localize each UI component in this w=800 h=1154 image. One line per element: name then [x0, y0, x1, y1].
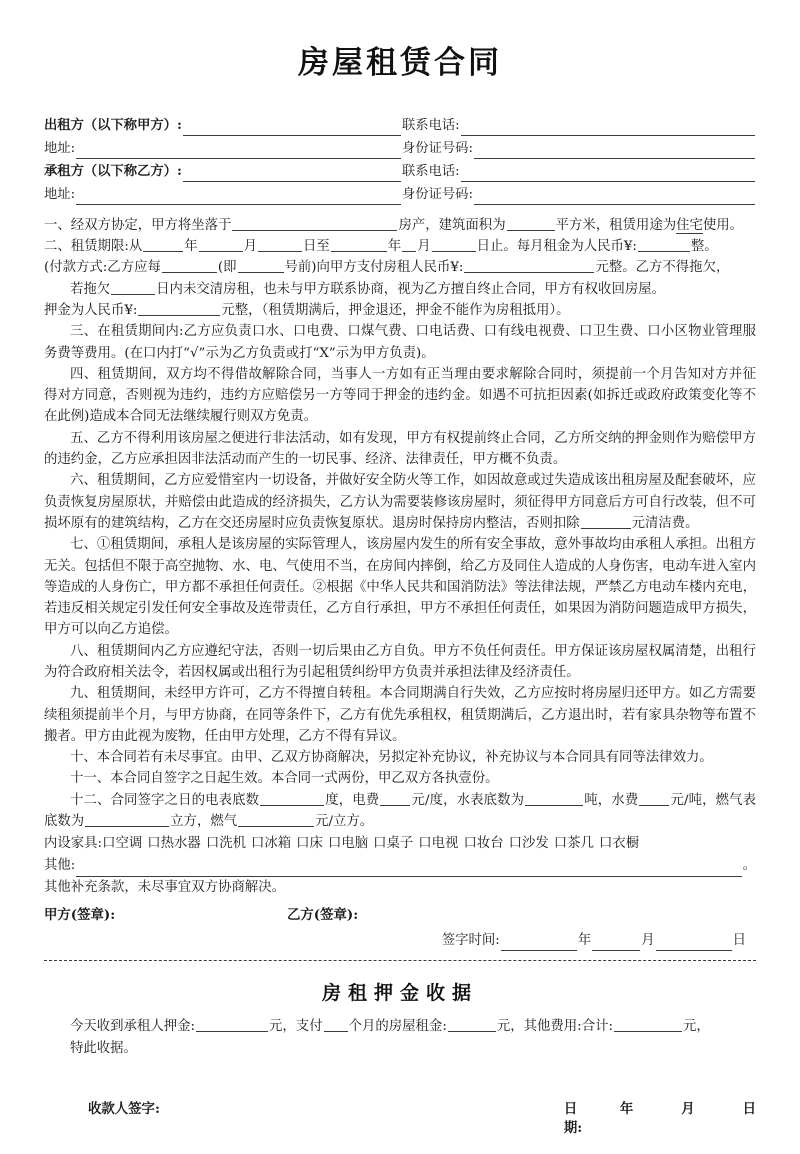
payment-text-b: (即: [217, 260, 237, 276]
lease-start-month-input[interactable]: [199, 238, 243, 252]
signature-month-input[interactable]: [592, 936, 640, 951]
furniture-item-bed[interactable]: 口床: [296, 836, 323, 852]
lessee-name-input[interactable]: [183, 168, 401, 182]
furniture-other-input[interactable]: [76, 863, 741, 877]
page-title: 房屋租赁合同: [298, 45, 502, 81]
lessee-address-row: [44, 184, 756, 205]
lessee-phone-label: 联系电话:: [402, 163, 460, 179]
clause-1-text-c: 平方米，租赁用途为: [555, 217, 677, 233]
clause-12-text-b: 度，电费: [325, 792, 380, 808]
clause-1-area-input[interactable]: [507, 217, 555, 231]
clause-1-property-input[interactable]: [232, 217, 397, 231]
clause-1-text-a: 一、经双方协定，甲方将坐落于: [44, 217, 232, 233]
clause-2-text-end: 整。: [690, 239, 718, 255]
signature-day-label: 日: [732, 933, 746, 949]
furniture-other-period: 。: [742, 858, 756, 874]
electric-price-input[interactable]: [380, 792, 410, 806]
late-days-input[interactable]: [111, 281, 155, 295]
receipt-year-label: 年: [619, 1101, 634, 1118]
clause-10: 十、本合同若有未尽事宜。由甲、乙双方协商解决，另拟定补充协议，补充协议与本合同具有同等法律效力。: [70, 750, 713, 766]
cleaning-fee-input[interactable]: [581, 515, 631, 529]
receipt-day-label: 日: [742, 1101, 756, 1118]
receipt-line-2: 特此收据。: [70, 1041, 137, 1057]
clause-8: 八、租赁期间内乙方应遵纪守法，否则一切后果由乙方自负。甲方不负任何责任。甲方保证该房屋权属清楚，出租行为符合政府相关法令，若因权属或出租行为引起租赁纠纷甲方负责并承担法律及经济责任。: [44, 643, 756, 680]
lease-end-year-input[interactable]: [331, 238, 387, 252]
clause-12: [44, 790, 756, 833]
lessor-label: 出租方（以下称甲方）:: [44, 117, 182, 133]
lessor-phone-label: 联系电话:: [402, 117, 460, 133]
gas-price-input[interactable]: [238, 813, 314, 827]
receipt-months-input[interactable]: [324, 1018, 348, 1032]
payment-text-d: 元整。乙方不得拖欠，: [595, 260, 730, 276]
clause-12-text-f: 立方，燃气: [170, 814, 238, 830]
lessee-id-label: 身份证号码:: [402, 186, 473, 202]
lessor-id-input[interactable]: [474, 145, 755, 159]
lessee-address-input[interactable]: [76, 191, 401, 205]
lease-end-month-label: 月: [417, 239, 431, 255]
lessee-field: [44, 161, 402, 182]
lessee-phone-field: [402, 161, 756, 182]
contract-page: [0, 44, 800, 1154]
clause-2-payment: [44, 257, 756, 278]
signature-time-label: 签字时间:: [441, 933, 500, 949]
supplement-note: 其他补充条款，未尽事宜双方协商解决。: [44, 880, 286, 896]
clause-12-text-c: 元/度，水表底数为: [411, 792, 525, 808]
clause-1: [44, 215, 756, 236]
signature-date-row: [44, 931, 756, 951]
receipt-payee-label: 收款人签字:: [88, 1101, 160, 1118]
receipt-text-e: 元，: [683, 1019, 710, 1035]
signature-row: [44, 905, 756, 925]
receipt-date-label: 日期:: [563, 1101, 583, 1137]
furniture-checklist: [44, 833, 756, 855]
clause-12-text-a: 十二、合同签字之日的电表底数: [70, 792, 260, 808]
payment-text-c: 号前)向甲方支付房租人民币¥:: [284, 260, 464, 276]
clause-12-text-d: 吨，水费: [584, 792, 639, 808]
lessor-row: [44, 115, 756, 136]
furniture-item-wardrobe[interactable]: 口衣橱: [598, 836, 640, 852]
receipt-text-c: 个月的房屋租金:: [348, 1019, 447, 1035]
lessor-id-label: 身份证号码:: [402, 140, 473, 156]
late-text-b: 日内未交清房租，也未与甲方联系协商，视为乙方擅自终止合同，甲方有权收回房屋。: [156, 281, 666, 297]
clause-6-text-b: 元清洁费。: [631, 515, 699, 531]
lessor-address-label: 地址:: [44, 140, 76, 156]
lessor-id-field: [402, 138, 756, 159]
receipt-total-input[interactable]: [614, 1018, 682, 1032]
lessee-address-label: 地址:: [44, 186, 76, 202]
clause-1-text-e: 使用。: [702, 217, 744, 233]
lease-end-year-label: 年: [387, 239, 402, 255]
receipt-title: 房租押金收据: [321, 982, 478, 1005]
clause-6: [44, 470, 756, 534]
receipt-text-b: 元，支付: [269, 1019, 323, 1035]
late-text-a: 若拖欠: [70, 281, 111, 297]
lessee-phone-input[interactable]: [461, 168, 755, 182]
receipt-rent-input[interactable]: [448, 1018, 496, 1032]
clause-2-text-a: 二、租赁期限:从: [44, 239, 143, 255]
deposit-line: [44, 300, 756, 321]
clause-1-usage-value: 住宅: [676, 217, 703, 233]
payment-text-a: (付款方式:乙方应每: [44, 260, 161, 276]
lessor-name-input[interactable]: [183, 122, 401, 136]
lease-start-day-input[interactable]: [258, 238, 302, 252]
electric-meter-input[interactable]: [260, 792, 324, 806]
party-information: [44, 115, 756, 205]
tear-off-divider: [44, 960, 756, 961]
furniture-label: 内设家具:: [44, 836, 103, 852]
lessor-address-field: [44, 138, 402, 159]
furniture-item-computer[interactable]: 口电脑: [327, 836, 369, 852]
receipt-text-a: 今天收到承租人押金:: [70, 1019, 196, 1035]
lease-start-year-label: 年: [184, 239, 198, 255]
lease-start-month-label: 月: [243, 239, 258, 255]
lease-end-day-label: 日止。每月租金为人民币¥:: [476, 239, 637, 255]
payment-cycle-input[interactable]: [162, 259, 217, 273]
clause-11: 十一、本合同自签字之日起生效。本合同一式两份，甲乙双方各执壹份。: [70, 771, 499, 787]
receipt-deposit-input[interactable]: [196, 1018, 268, 1032]
furniture-item-tea-table[interactable]: 口茶几: [553, 836, 594, 852]
furniture-item-washing-machine[interactable]: 口洗机: [205, 836, 246, 852]
payment-day-input[interactable]: [238, 259, 284, 273]
furniture-item-desk[interactable]: 口桌子: [373, 836, 414, 852]
lease-start-year-input[interactable]: [143, 238, 183, 252]
clause-6-text-a: 六、租赁期间，乙方应爱惜室内一切设备，并做好安全防火等工作，如因故意或过失造成该出租房屋及配套破坏，应负责恢复房屋原状，并赔偿由此造成的经济损失，乙方认为需要装修该房屋时，须征得甲方同意后方可自行改装，但不可损坏原有的建筑结构，乙方在交还房屋时应负责恢复原状。退房时保持房内整洁，否则扣除: [44, 473, 756, 531]
furniture-item-sofa[interactable]: 口沙发: [508, 836, 549, 852]
signature-year-input[interactable]: [501, 936, 577, 951]
payment-amount-input[interactable]: [464, 259, 594, 273]
furniture-other-label: 其他:: [44, 858, 76, 874]
lessor-phone-field: [402, 115, 756, 136]
receipt-body: [44, 1016, 756, 1060]
lessor-address-row: [44, 138, 756, 159]
clause-3-text-a: 三、在租赁期间内:乙方应负责口水、口电费、口煤气费、口电话费、口有线电视费、口卫生费、口小区物业管理服务费等费用。: [44, 324, 756, 361]
signature-year-label: 年: [577, 933, 592, 949]
receipt-signature-row: [44, 1098, 756, 1136]
lease-end-day-input[interactable]: [432, 238, 476, 252]
furniture-item-tv[interactable]: 口电视: [418, 836, 459, 852]
lessor-phone-input[interactable]: [461, 122, 755, 136]
receipt-text-d: 元，其他费用:合计:: [496, 1019, 613, 1035]
furniture-item-water-heater[interactable]: 口热水器: [147, 836, 201, 852]
deposit-amount-input[interactable]: [138, 302, 220, 316]
clause-4: 四、租赁期间，双方均不得借故解除合同，当事人一方如有正当理由要求解除合同时，须提前一个月告知对方并征 得对方同意，否则视为违约，违约方应赔偿另一方等同于押金的违约金。如遇不可抗拒因素(如拆迁或政府政策变化等不在此例)造成本合同无法继续履行则双方免责。: [44, 366, 756, 425]
lessor-field: [44, 115, 402, 136]
party-a-signature-label: 甲方(签章):: [44, 907, 116, 924]
clause-2: [44, 236, 756, 257]
furniture-other-row: [44, 855, 756, 877]
signature-month-label: 月: [641, 933, 655, 949]
lessee-label: 承租方（以下称乙方）:: [44, 163, 182, 179]
party-b-signature-label: 乙方(签章):: [287, 907, 359, 924]
furniture-item-dresser[interactable]: 口妆台: [463, 836, 504, 852]
water-price-input[interactable]: [639, 792, 669, 806]
furniture-item-air-conditioner[interactable]: 口空调: [102, 836, 143, 852]
clause-5: 五、乙方不得利用该房屋之便进行非法活动，如有发现，甲方有权提前终止合同，乙方所交纳的押金则作为赔偿甲方的违约金，乙方应承担因非法活动而产生的一切民事、经济、法律责任，甲方概不负责。: [44, 430, 756, 468]
contract-clauses: [44, 215, 756, 833]
clause-3-text-b: (在口内打“√”示为乙方负责或打“X”示为甲方负责)。: [124, 345, 435, 361]
clause-7: 七、①租赁期间，承租人是该房屋的实际管理人，该房屋内发生的所有安全事故，意外事故均由承租人承担。出租方无关。包括但不限于高空抛物、水、电、气使用不当，在房间内摔倒，给乙方及同住人造成的人身伤害，电动车进入室内等造成的人身伤亡，甲方都不承担任何责任。②根据《中华人民共和国消防法》等法律法规，严禁乙方电动车楼内充电，若违反相关规定引发任何安全事故及连带责任，乙方自行承担，甲方不承担任何责任，如果因为消防问题造成甲方损失，甲方可以向乙方追偿。: [44, 537, 756, 638]
clause-12-text-e: 元/吨，燃气表底数为: [44, 792, 757, 830]
monthly-rent-input[interactable]: [638, 238, 690, 252]
water-meter-input[interactable]: [525, 792, 583, 806]
lease-start-day-label: 日至: [303, 239, 330, 255]
gas-meter-input[interactable]: [85, 813, 169, 827]
lessee-id-input[interactable]: [474, 191, 755, 205]
clause-1-text-b: 房产，建筑面积为: [398, 217, 506, 233]
clause-2-late: [44, 279, 756, 300]
lessor-address-input[interactable]: [76, 145, 401, 159]
deposit-text-a: 押金为人民币¥:: [44, 302, 138, 318]
clause-3: [44, 321, 756, 364]
clause-12-text-g: 元/立方。: [315, 814, 374, 830]
deposit-text-b: 元整，（租赁期满后，押金退还，押金不能作为房租抵用）。: [221, 302, 570, 318]
furniture-item-fridge[interactable]: 口冰箱: [250, 836, 292, 852]
lessee-address-field: [44, 184, 402, 205]
lease-end-month-input[interactable]: [402, 238, 416, 252]
signature-day-input[interactable]: [656, 936, 732, 951]
clause-9: 九、租赁期间，未经甲方许可，乙方不得擅自转租。本合同期满自行失效，乙方应按时将房屋归还甲方。如乙方需要续租须提前半个月，与甲方协商，在同等条件下，乙方有优先承租权，租赁期满后，乙方退出时，若有家具杂物等布置不搬者。甲方由此视为废物，任由甲方处理，乙方不得有异议。: [44, 686, 756, 744]
receipt-month-label: 月: [681, 1101, 695, 1118]
lessee-id-field: [402, 184, 756, 205]
receipt-line-1: [44, 1016, 756, 1038]
lessee-row: [44, 161, 756, 182]
